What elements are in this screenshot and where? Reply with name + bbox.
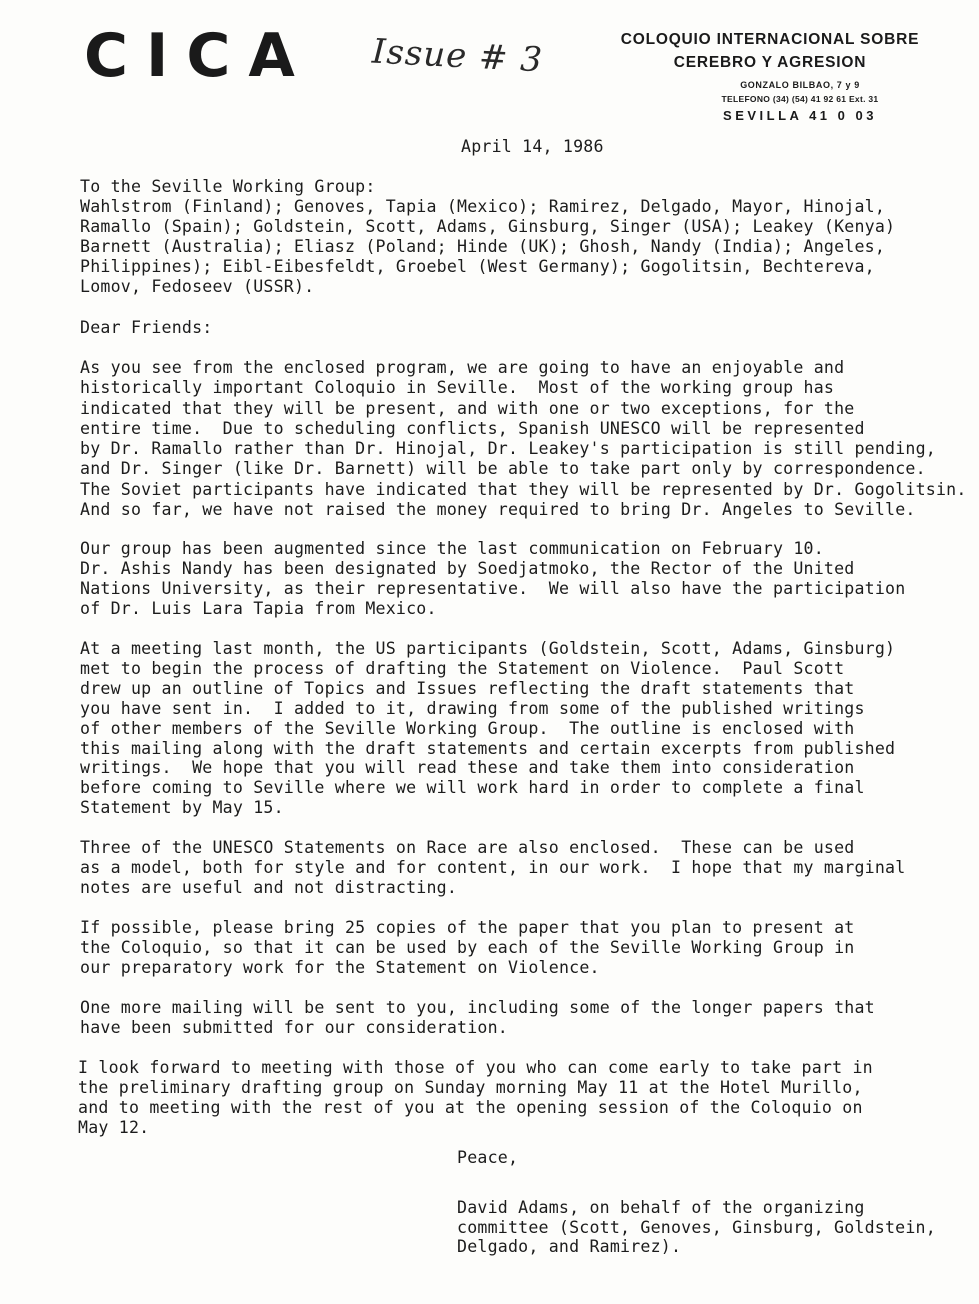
body-paragraph-4: Three of the UNESCO Statements on Race are also enclosed. These can be used as a model, both for style and for content, in our work. I hope that my marginal notes are useful and not distracting.	[80, 838, 906, 897]
org-name-line1: COLOQUIO INTERNACIONAL SOBRE	[620, 31, 920, 48]
closing: Peace,	[457, 1148, 519, 1167]
letterhead	[600, 28, 940, 123]
body-paragraph-1: As you see from the enclosed program, we are going to have an enjoyable and historically important Coloquio in Seville. Most of the working group has indicated that they will be present, and with one or two exceptions, for the entire time. Due to scheduling conflicts, Spanish UNESCO will be represented by Dr. Ramallo rather than Dr. Hinojal, Dr. Leakey's participation is still pending, and Dr. Singer (like Dr. Barnett) will be able to take part only by correspondence. The Soviet participants have indicated that they will be represented by Dr. Gogolitsin. And so far, we have not raised the money required to bring Dr. Angeles to Seville.	[80, 358, 967, 520]
body-paragraph-3: At a meeting last month, the US participants (Goldstein, Scott, Adams, Ginsburg) met to begin the process of drafting the Statement on Violence. Paul Scott drew up an outline of Topics and Issues reflecting the draft statements that you have sent in. I added to it, drawing from some of the published writings of other members of the Seville Working Group. The outline is enclosed with this mailing along with the draft statements and certain excerpts from published writings. We hope that you will read these and take them into consideration before coming to Seville where we will work hard in order to complete a final Statement by May 15.	[80, 639, 896, 818]
org-address: GONZALO BILBAO, 7 y 9	[740, 80, 860, 90]
signature-block: David Adams, on behalf of the organizing committee (Scott, Genoves, Ginsburg, Goldstein, Delgado, and Ramirez).	[457, 1198, 936, 1256]
recipients-block: To the Seville Working Group: Wahlstrom (Finland); Genoves, Tapia (Mexico); Ramirez, Delgado, Mayor, Hinojal, Ramallo (Spain); Goldstein, Scott, Adams, Ginsburg, Singer (USA); Leakey (Kenya) Barnett (Australia); Eliasz (Poland; Hinde (UK); Ghosh, Nandy (India); Angeles, Philippines); Eibl-Eibesfeldt, Groebel (West Germany); Gogolitsin, Bechtereva, Lomov, Fedoseev (USSR).	[80, 177, 896, 296]
salutation: Dear Friends:	[80, 318, 213, 337]
letter-date: April 14, 1986	[461, 137, 604, 156]
body-paragraph-2: Our group has been augmented since the last communication on February 10. Dr. Ashis Nandy has been designated by Soedjatmoko, the Rector of the United Nations University, as their representative. We will also have the participation of Dr. Luis Lara Tapia from Mexico.	[80, 539, 906, 618]
org-telephone: TELEFONO (34) (54) 41 92 61 Ext. 31	[721, 94, 879, 104]
cica-logo: CICA	[84, 21, 313, 91]
body-paragraph-5: If possible, please bring 25 copies of the paper that you plan to present at the Coloquio, so that it can be used by each of the Seville Working Group in our preparatory work for the Statement on Violence.	[80, 918, 855, 977]
handwritten-issue-note: Issue # 3	[371, 31, 545, 81]
org-city: SEVILLA 41 0 03	[723, 108, 877, 123]
org-name-line2: CEREBRO Y AGRESION	[673, 54, 867, 71]
body-paragraph-6: One more mailing will be sent to you, including some of the longer papers that have been submitted for our consideration.	[80, 998, 875, 1037]
body-paragraph-7: I look forward to meeting with those of you who can come early to take part in the preliminary drafting group on Sunday morning May 11 at the Hotel Murillo, and to meeting with the rest of you at the opening session of the Coloquio on May 12.	[78, 1058, 873, 1137]
